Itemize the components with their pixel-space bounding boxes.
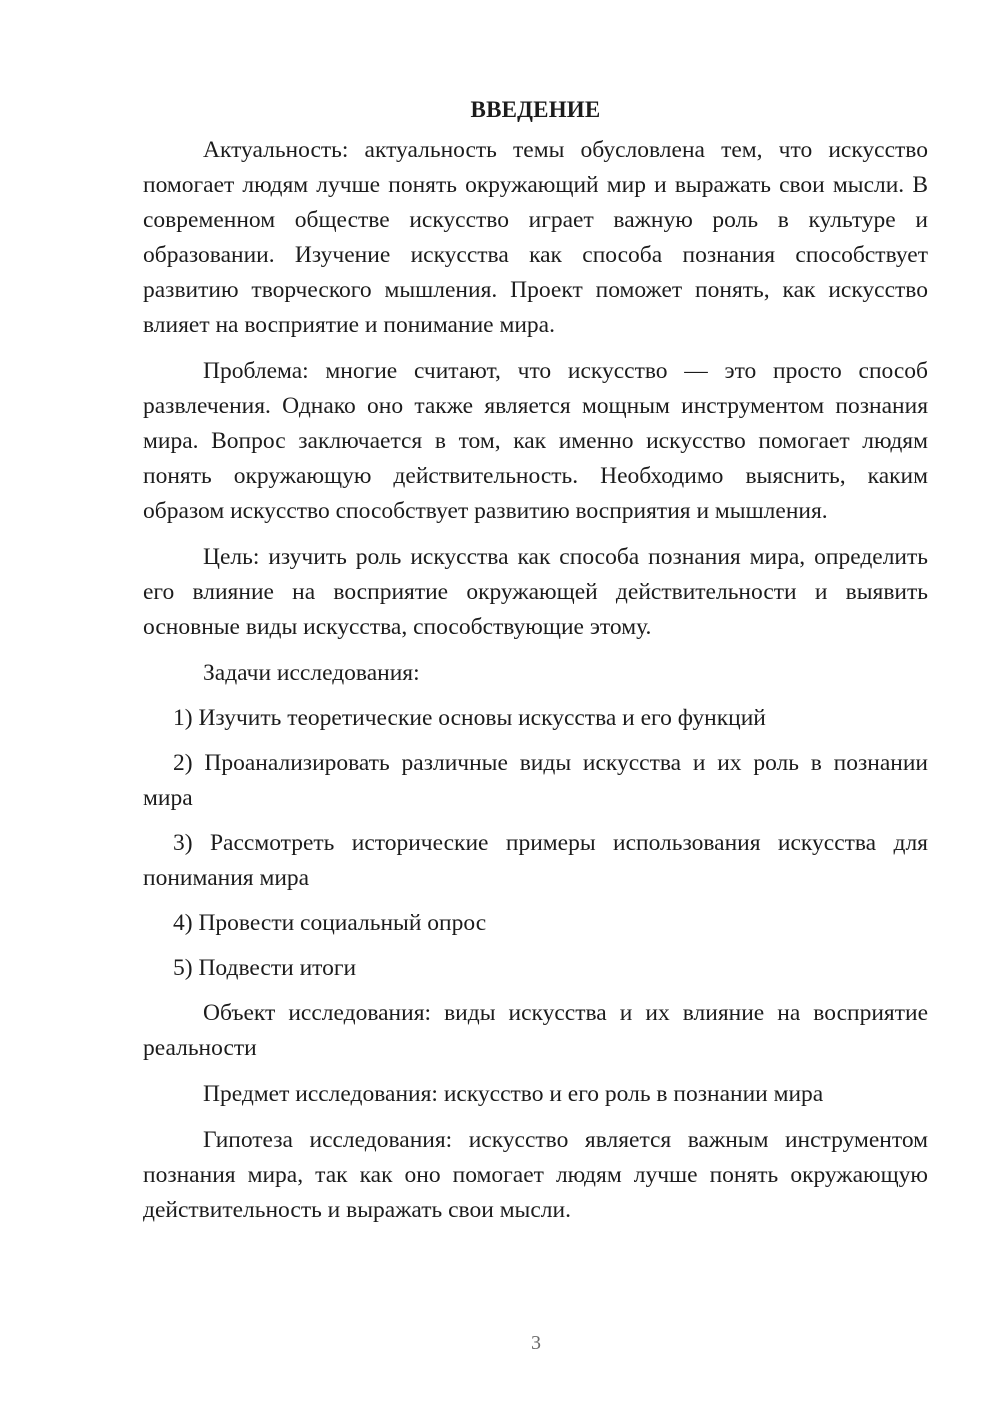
section-title: ВВЕДЕНИЕ	[470, 97, 601, 122]
task-item-2: 2) Проанализировать различные виды искусства и их роль в познании мира	[143, 750, 928, 811]
task-item-5: 5) Подвести итоги	[173, 955, 357, 981]
paragraph-object: Объект исследования: виды искусства и их влияние на восприятие реальности	[143, 1000, 928, 1061]
paragraph-goal: Цель: изучить роль искусства как способа познания мира, определить его влияние на восприятие окружающей действительности и выявить основные виды искусства, способствующие этому.	[143, 544, 928, 640]
task-item-1: 1) Изучить теоретические основы искусства и его функций	[173, 705, 766, 731]
paragraph-hypothesis: Гипотеза исследования: искусство является важным инструментом познания мира, так как оно помогает людям лучше понять окружающую действительность и выражать свои мысли.	[143, 1127, 928, 1223]
paragraph-relevance: Актуальность: актуальность темы обусловлена тем, что искусство помогает людям лучше понять окружающий мир и выражать свои мысли. В современном обществе искусство играет важную роль в культуре и образовании. Изучение искусства как способа познания способствует развитию творческого мышления. Проект поможет понять, как искусство влияет на восприятие и понимание мира.	[143, 137, 928, 338]
page-number: 3	[531, 1332, 541, 1354]
task-item-3: 3) Рассмотреть исторические примеры использования искусства для понимания мира	[143, 830, 928, 891]
page-content	[143, 95, 928, 1239]
tasks-heading: Задачи исследования:	[203, 660, 420, 686]
task-item-4: 4) Провести социальный опрос	[173, 910, 487, 936]
paragraph-subject: Предмет исследования: искусство и его роль в познании мира	[203, 1081, 824, 1107]
paragraph-problem: Проблема: многие считают, что искусство — это просто способ развлечения. Однако оно также является мощным инструментом познания мира. Вопрос заключается в том, как именно искусство помогает людям понять окружающую действительность. Необходимо выяснить, каким образом искусство способствует развитию восприятия и мышления.	[143, 358, 928, 524]
